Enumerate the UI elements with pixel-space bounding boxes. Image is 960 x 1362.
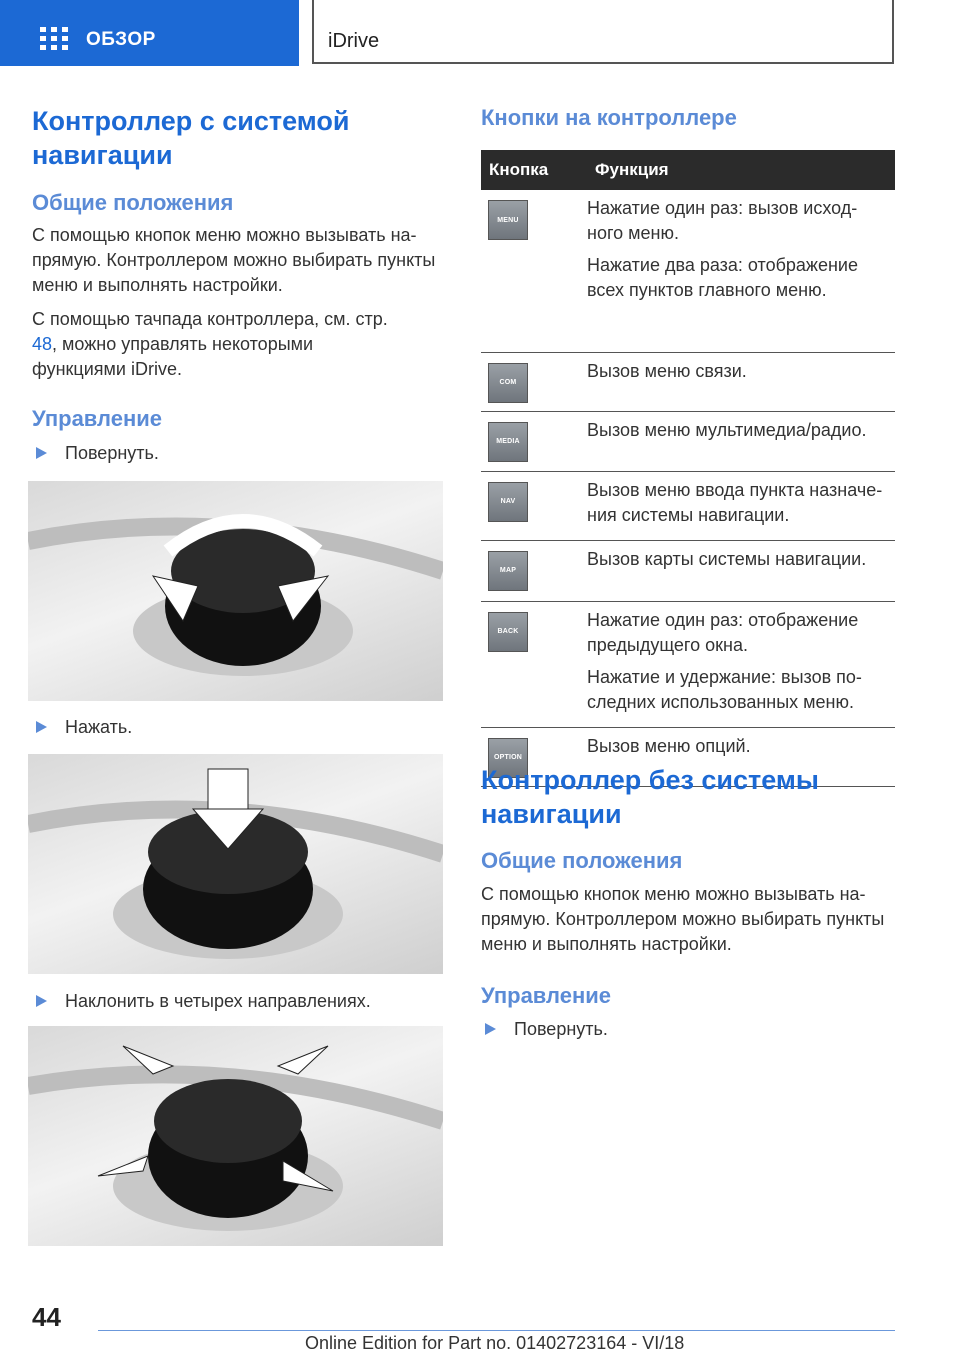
- bullet-rotate: Повернуть.: [36, 441, 159, 465]
- section-tab[interactable]: [0, 0, 299, 66]
- back-button-icon: BACK: [488, 612, 528, 652]
- controller-rotate-image: [28, 481, 443, 701]
- buttons-table: [481, 150, 895, 787]
- table-row: MENU Нажатие один раз: вызов исход-ного меню. Нажатие два раза: отображение всех пунктов главного меню.: [481, 190, 895, 352]
- column-header-function: Функция: [587, 150, 895, 190]
- bullet-rotate-2: Повернуть.: [485, 1017, 608, 1041]
- chapter-tab-label: iDrive: [328, 30, 380, 52]
- general-heading: Общие положения: [32, 190, 234, 215]
- section-title-2: Контроллер без системы навигации: [481, 765, 819, 829]
- control-heading-2: Управление: [481, 983, 612, 1008]
- general-heading-2: Общие положения: [481, 848, 683, 873]
- com-button-icon: COM: [488, 363, 528, 403]
- table-row: NAV Вызов меню ввода пункта назначе-ния системы навигации.: [481, 471, 895, 540]
- bullet-press: Нажать.: [36, 715, 132, 739]
- media-button-icon: MEDIA: [488, 422, 528, 462]
- grid-menu-icon: [40, 27, 68, 51]
- chapter-tab[interactable]: [312, 0, 894, 64]
- nav-button-icon: NAV: [488, 482, 528, 522]
- bullet-triangle-icon: [36, 721, 47, 733]
- table-row: MEDIA Вызов меню мультимедиа/радио.: [481, 411, 895, 471]
- section-tab-label: ОБЗОР: [86, 29, 156, 50]
- buttons-heading: Кнопки на контроллере: [481, 105, 737, 130]
- controller-tilt-image: [28, 1026, 443, 1246]
- bullet-tilt: Наклонить в четырех направлениях.: [36, 989, 371, 1013]
- section-title: Контроллер с системой навигации: [32, 106, 350, 170]
- table-row: OPTION Вызов меню опций.: [481, 727, 895, 786]
- footer-divider: [98, 1330, 895, 1331]
- bullet-triangle-icon: [36, 995, 47, 1007]
- page-number: 44: [32, 1302, 61, 1332]
- touchpad-paragraph: С помощью тачпада контроллера, см. стр. 48, можно управлять некоторыми функциями iDrive.: [32, 309, 388, 379]
- general-paragraph: С помощью кнопок меню можно вызывать на-прямую. Контроллером можно выбирать пункты меню и выполнять настройки.: [32, 225, 436, 295]
- bullet-triangle-icon: [485, 1023, 496, 1035]
- bullet-triangle-icon: [36, 447, 47, 459]
- table-row: COM Вызов меню связи.: [481, 352, 895, 411]
- general-paragraph-2: С помощью кнопок меню можно вызывать на-прямую. Контроллером можно выбирать пункты меню и выполнять настройки.: [481, 884, 885, 954]
- map-button-icon: MAP: [488, 551, 528, 591]
- table-row: BACK Нажатие один раз: отображение предыдущего окна. Нажатие и удержание: вызов по-следних использованных меню.: [481, 601, 895, 727]
- edition-footer: Online Edition for Part no. 01402723164 - VI/18: [305, 1333, 685, 1353]
- page-link[interactable]: 48: [32, 334, 53, 354]
- menu-button-icon: MENU: [488, 200, 528, 240]
- table-row: MAP Вызов карты системы навигации.: [481, 540, 895, 601]
- option-button-icon: OPTION: [488, 738, 528, 778]
- column-header-button: Кнопка: [481, 150, 587, 190]
- controller-press-image: [28, 754, 443, 974]
- control-heading: Управление: [32, 406, 163, 431]
